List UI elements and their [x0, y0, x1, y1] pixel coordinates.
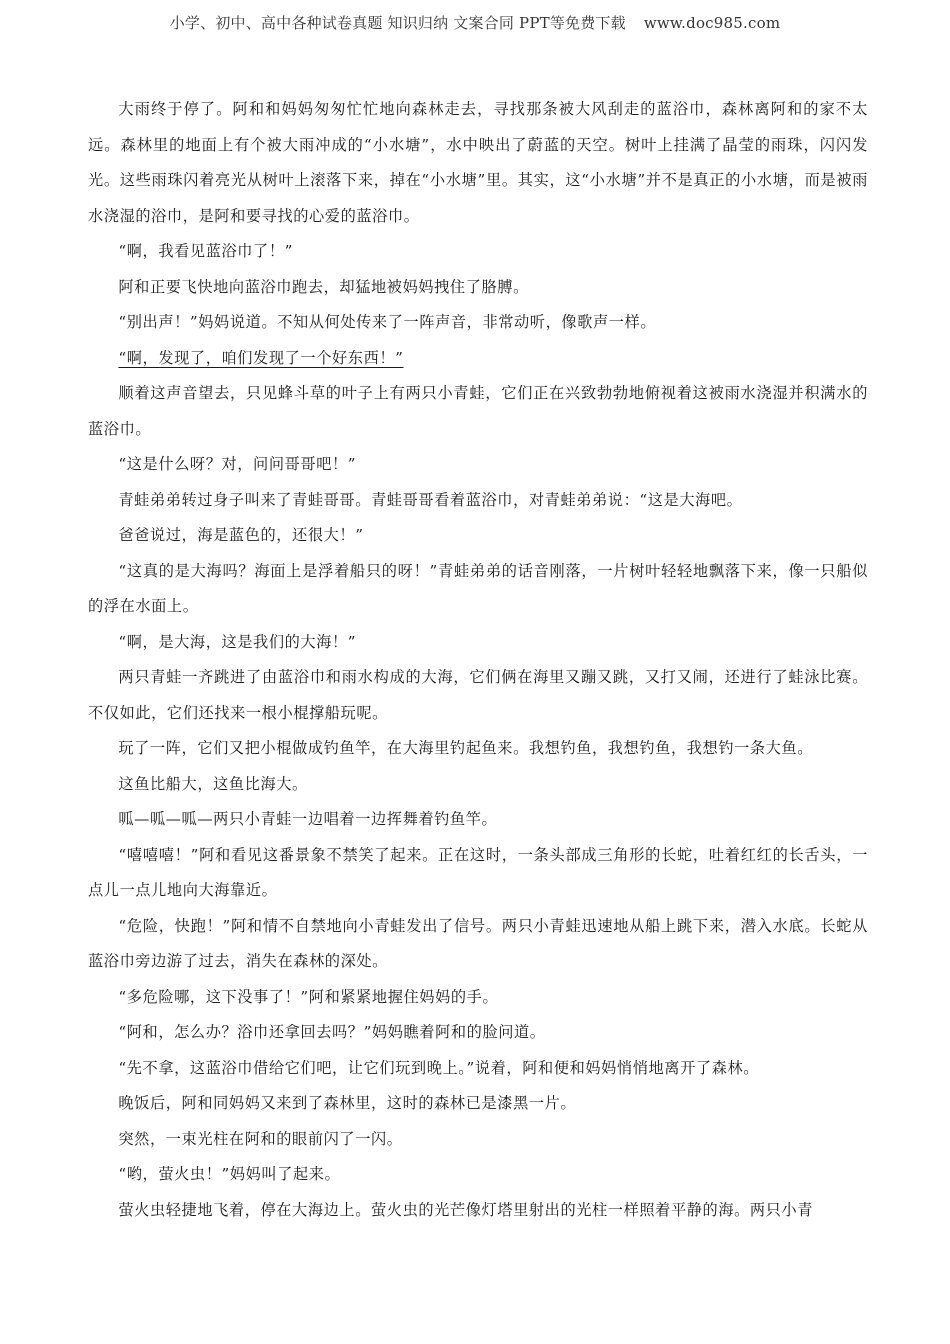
paragraph-underlined — [88, 341, 868, 377]
header-site-link[interactable]: www.doc985.com — [643, 14, 781, 32]
paragraph: 大雨终于停了。阿和和妈妈匆匆忙忙地向森林走去，寻找那条被大风刮走的蓝浴巾，森林离阿和的家不太远。森林里的地面上有个被大雨冲成的“小水塘”，水中映出了蔚蓝的天空。树叶上挂满了晶莹的雨珠，闪闪发光。这些雨珠闪着亮光从树叶上滚落下来，掉在“小水塘”里。其实，这“小水塘”并不是真正的小水塘，而是被雨水浇湿的浴巾，是阿和要寻找的心爱的蓝浴巾。 — [88, 100, 868, 225]
paragraph: 突然，一束光柱在阿和的眼前闪了一闪。 — [118, 1129, 403, 1148]
paragraph: 阿和正要飞快地向蓝浴巾跑去，却猛地被妈妈拽住了胳膊。 — [118, 277, 529, 296]
paragraph: “这是什么呀？对，问问哥哥吧！” — [118, 455, 357, 473]
paragraph: “多危险哪，这下没事了！”阿和紧紧地握住妈妈的手。 — [118, 987, 499, 1006]
paragraph: 玩了一阵，它们又把小棍做成钓鱼竿，在大海里钓起鱼来。我想钓鱼，我想钓鱼，我想钓一条大鱼。 — [118, 739, 814, 757]
paragraph: “啊，是大海，这是我们的大海！” — [118, 632, 357, 651]
paragraph: “这真的是大海吗？海面上是浮着船只的呀！”青蛙弟弟的话音刚落，一片树叶轻轻地飘落下来，像一只船似的浮在水面上。 — [88, 561, 868, 615]
header-text: 小学、初中、高中各种试卷真题 知识归纳 文案合同 PPT等免费下载 — [169, 14, 626, 32]
paragraph: 顺着这声音望去，只见蜂斗草的叶子上有两只小青蛙，它们正在兴致勃勃地俯视着这被雨水浇湿并积满水的蓝浴巾。 — [88, 384, 868, 438]
paragraph: “哟，萤火虫！”妈妈叫了起来。 — [118, 1165, 341, 1183]
paragraph: 爸爸说过，海是蓝色的，还很大！” — [118, 526, 364, 544]
paragraph: “别出声！”妈妈说道。不知从何处传来了一阵声音，非常动听，像歌声一样。 — [118, 313, 657, 331]
paragraph: “嘻嘻嘻！”阿和看见这番景象不禁笑了起来。正在这时，一条头部成三角形的长蛇，吐着红红的长舌头，一点儿一点儿地向大海靠近。 — [88, 845, 869, 899]
paragraph: 呱—呱—呱—两只小青蛙一边唱着一边挥舞着钓鱼竿。 — [118, 810, 498, 828]
page-header — [0, 12, 950, 33]
paragraph: “危险，快跑！”阿和情不自禁地向小青蛙发出了信号。两只小青蛙迅速地从船上跳下来，潜入水底。长蛇从蓝浴巾旁边游了过去，消失在森林的深处。 — [88, 916, 868, 970]
underlined-text: “啊，发现了，咱们发现了一个好东西！” — [118, 348, 404, 367]
paragraph: “阿和，怎么办？浴巾还拿回去吗？”妈妈瞧着阿和的脸问道。 — [118, 1023, 546, 1041]
paragraph: 萤火虫轻捷地飞着，停在大海边上。萤火虫的光芒像灯塔里射出的光柱一样照着平静的海。两只小青 — [118, 1200, 814, 1219]
paragraph: 青蛙弟弟转过身子叫来了青蛙哥哥。青蛙哥哥看着蓝浴巾，对青蛙弟弟说：“这是大海吧。 — [118, 490, 743, 509]
paragraph: 晚饭后，阿和同妈妈又来到了森林里，这时的森林已是漆黑一片。 — [118, 1094, 577, 1112]
paragraph: “先不拿，这蓝浴巾借给它们吧，让它们玩到晚上。”说着，阿和便和妈妈悄悄地离开了森林。 — [118, 1058, 760, 1077]
paragraph: 这鱼比船大，这鱼比海大。 — [118, 774, 308, 793]
article-body — [88, 92, 868, 1228]
paragraph: “啊，我看见蓝浴巾了！” — [118, 242, 293, 260]
paragraph: 两只青蛙一齐跳进了由蓝浴巾和雨水构成的大海，它们俩在海里又蹦又跳，又打又闹，还进行了蛙泳比赛。不仅如此，它们还找来一根小棍撑船玩呢。 — [88, 668, 868, 722]
